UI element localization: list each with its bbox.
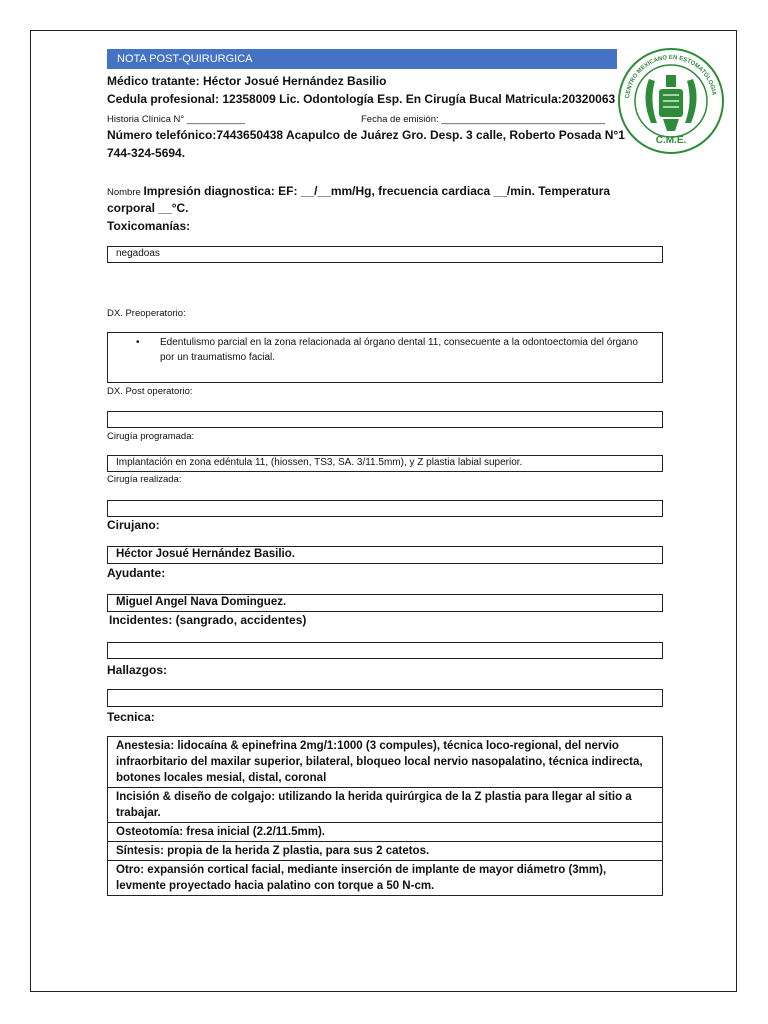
nombre-label: Nombre [107,187,141,198]
tecnica-label: Tecnica: [107,710,155,724]
cirujano-value: Héctor Josué Hernández Basilio. [116,548,295,560]
tecnica-row-incision: Incisión & diseño de colgajo: utilizando la herida quirúrgica de la Z plastia para llegar al sitio a trabajar. [108,788,662,823]
historia-clinica-field: Historia Clínica N° ___________ [107,114,245,125]
cirugia-realizada-label: Cirugía realizada: [107,474,182,485]
tecnica-table [107,736,663,896]
seal-initials: C.M.E. [655,135,687,146]
ayudante-label: Ayudante: [107,566,166,580]
incidentes-box [107,642,663,659]
toxicomanias-box [107,246,663,263]
cirujano-box [107,546,663,564]
ayudante-box [107,594,663,612]
cirugia-programada-value: Implantación en zona edéntula 11, (hiossen, TS3, SA. 3/11.5mm), y Z plastia labial superior. [116,457,523,468]
impresion-text-2: corporal __°C. [107,201,189,215]
dx-post-box [107,411,663,428]
tecnica-row-sintesis: Síntesis: propia de la herida Z plastia, para sus 2 catetos. [108,842,662,861]
tecnica-row-anestesia: Anestesia: lidocaína & epinefrina 2mg/1:1000 (3 compules), técnica loco-regional, del nervio infraorbitario del maxilar superior, bilateral, bloqueo local nervio nasopalatino, técnica indirecta, botones locales mesial, distal, coronal [108,737,662,788]
cirugia-programada-box [107,455,663,472]
dx-post-label: DX. Post operatorio: [107,386,193,397]
dx-pre-box [107,332,663,383]
title-banner: NOTA POST-QUIRURGICA [107,49,617,69]
impresion-text: Impresión diagnostica: EF: __/__mm/Hg, frecuencia cardiaca __/min. Temperatura [143,184,611,198]
dx-pre-value: Edentulismo parcial en la zona relacionada al órgano dental 11, consecuente a la odontoectomia del órgano por un traumatismo facial. [160,337,638,363]
phone-line-2: 744-324-5694. [107,146,186,160]
toxicomanias-value: negadoas [116,248,160,259]
tecnica-row-otro: Otro: expansión cortical facial, mediante inserción de implante de mayor diámetro (3mm), levmente proyectado hacia palatino con torque a 50 N-cm. [108,861,662,896]
cirugia-programada-label: Cirugía programada: [107,431,195,442]
fecha-emision-field: Fecha de emisión: _______________________________ [361,114,606,125]
impresion-line [107,184,610,198]
incidentes-label: Incidentes: (sangrado, accidentes) [109,613,307,627]
seal-arc-text: CENTRO MEXICANO EN ESTOMATOLOGIA [625,54,717,99]
tecnica-row-osteotomia: Osteotomía: fresa inicial (2.2/11.5mm). [108,823,662,842]
toxicomanias-label: Toxicomanías: [107,219,191,233]
hallazgos-label: Hallazgos: [107,663,168,677]
seal-icon [611,39,731,159]
document-page [30,30,737,992]
cme-seal-logo [611,39,731,159]
bullet-icon: • [136,337,140,348]
cirujano-label: Cirujano: [107,518,160,532]
dx-pre-label: DX. Preoperatorio: [107,308,186,319]
ayudante-value: Miguel Angel Nava Dominguez. [116,596,287,608]
license-line: Cedula profesional: 12358009 Lic. Odontología Esp. En Cirugía Bucal Matricula:20320063 [107,92,616,106]
doctor-line: Médico tratante: Héctor Josué Hernández Basilio [107,74,387,88]
hallazgos-box [107,689,663,707]
cirugia-realizada-box [107,500,663,517]
phone-address-line: Número telefónico:7443650438 Acapulco de Juárez Gro. Desp. 3 calle, Roberto Posada N°1 [107,128,625,142]
